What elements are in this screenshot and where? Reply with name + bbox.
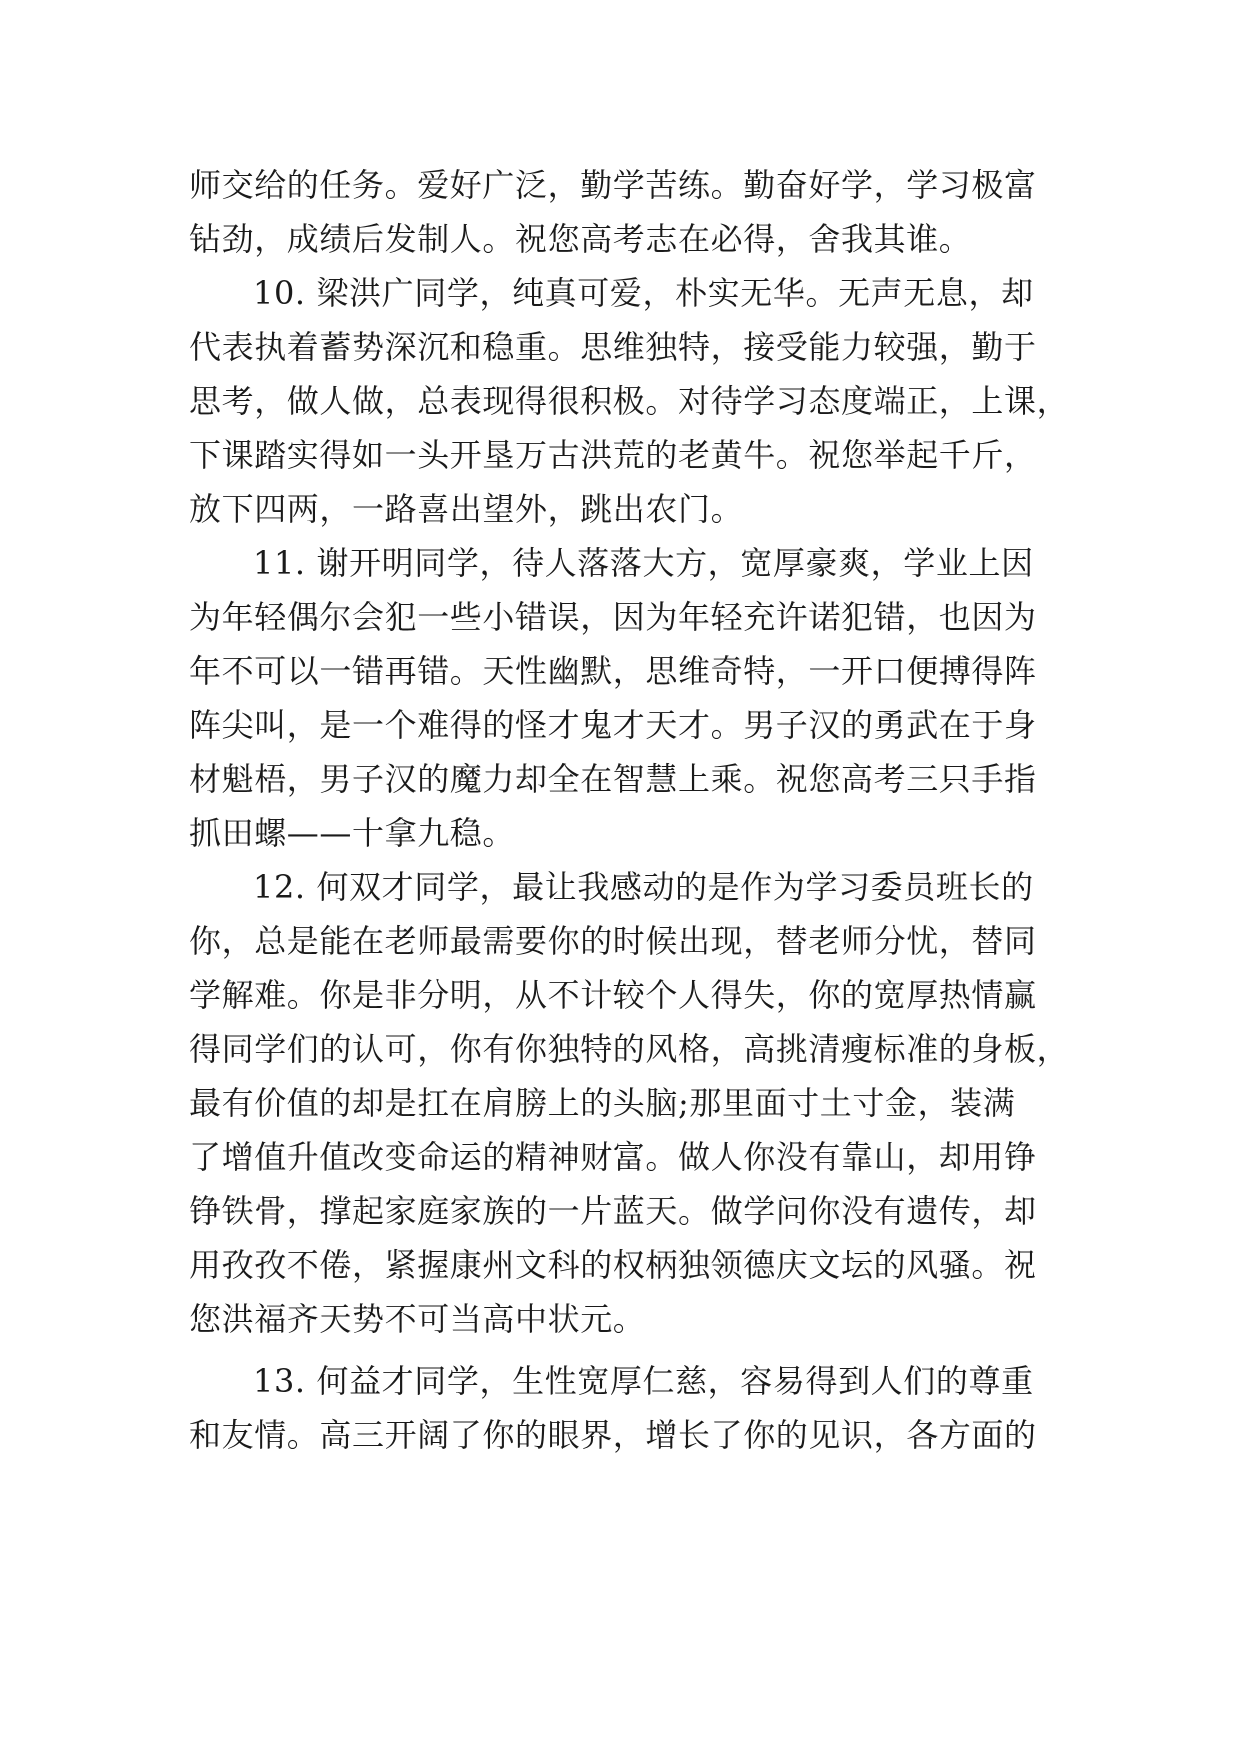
paragraph-gap (189, 1346, 1069, 1354)
paragraph-start-12: 12. 何双才同学，最让我感动的是作为学习委员班长的 (253, 868, 1034, 906)
text-line: 抓田螺——十拿九稳。 (189, 814, 516, 852)
paragraph-start-13: 13. 何益才同学，生性宽厚仁慈，容易得到人们的尊重 (253, 1362, 1034, 1400)
text-line: 得同学们的认可，你有你独特的风格，高挑清瘦标准的身板， (189, 1030, 1070, 1068)
text-line: 你，总是能在老师最需要你的时候出现，替老师分忧，替同 (189, 922, 1037, 960)
text-line: 了增值升值改变命运的精神财富。做人你没有靠山，却用铮 (189, 1138, 1037, 1176)
text-line: 代表执着蓄势深沉和稳重。思维独特，接受能力较强，勤于 (189, 328, 1037, 366)
text-line: 用孜孜不倦，紧握康州文科的权柄独领德庆文坛的风骚。祝 (189, 1246, 1037, 1284)
text-line: 放下四两，一路喜出望外，跳出农门。 (189, 490, 744, 528)
text-line: 阵尖叫，是一个难得的怪才鬼才天才。男子汉的勇武在于身 (189, 706, 1037, 744)
body-text (189, 158, 1069, 1462)
text-line: 下课踏实得如一头开垦万古洪荒的老黄牛。祝您举起千斤， (189, 436, 1037, 474)
paragraph-start-10: 10. 梁洪广同学，纯真可爱，朴实无华。无声无息，却 (253, 274, 1034, 312)
text-line: 为年轻偶尔会犯一些小错误，因为年轻充许诺犯错，也因为 (189, 598, 1037, 636)
paragraph-start-11: 11. 谢开明同学，待人落落大方，宽厚豪爽，学业上因 (253, 544, 1034, 582)
text-line: 和友情。高三开阔了你的眼界，增长了你的见识，各方面的 (189, 1416, 1037, 1454)
text-line: 材魁梧，男子汉的魔力却全在智慧上乘。祝您高考三只手指 (189, 760, 1037, 798)
text-line: 铮铁骨，撑起家庭家族的一片蓝天。做学问你没有遗传，却 (189, 1192, 1037, 1230)
text-line: 思考，做人做，总表现得很积极。对待学习态度端正，上课， (189, 382, 1070, 420)
text-line: 学解难。你是非分明，从不计较个人得失，你的宽厚热情赢 (189, 976, 1037, 1014)
text-line: 最有价值的却是扛在肩膀上的头脑;那里面寸土寸金，装满 (189, 1084, 1016, 1122)
text-line: 师交给的任务。爱好广泛，勤学苦练。勤奋好学，学习极富 (189, 166, 1037, 204)
text-line: 您洪福齐天势不可当高中状元。 (189, 1300, 646, 1338)
text-line: 钻劲，成绩后发制人。祝您高考志在必得，舍我其谁。 (189, 220, 972, 258)
text-line: 年不可以一错再错。天性幽默，思维奇特，一开口便搏得阵 (189, 652, 1037, 690)
